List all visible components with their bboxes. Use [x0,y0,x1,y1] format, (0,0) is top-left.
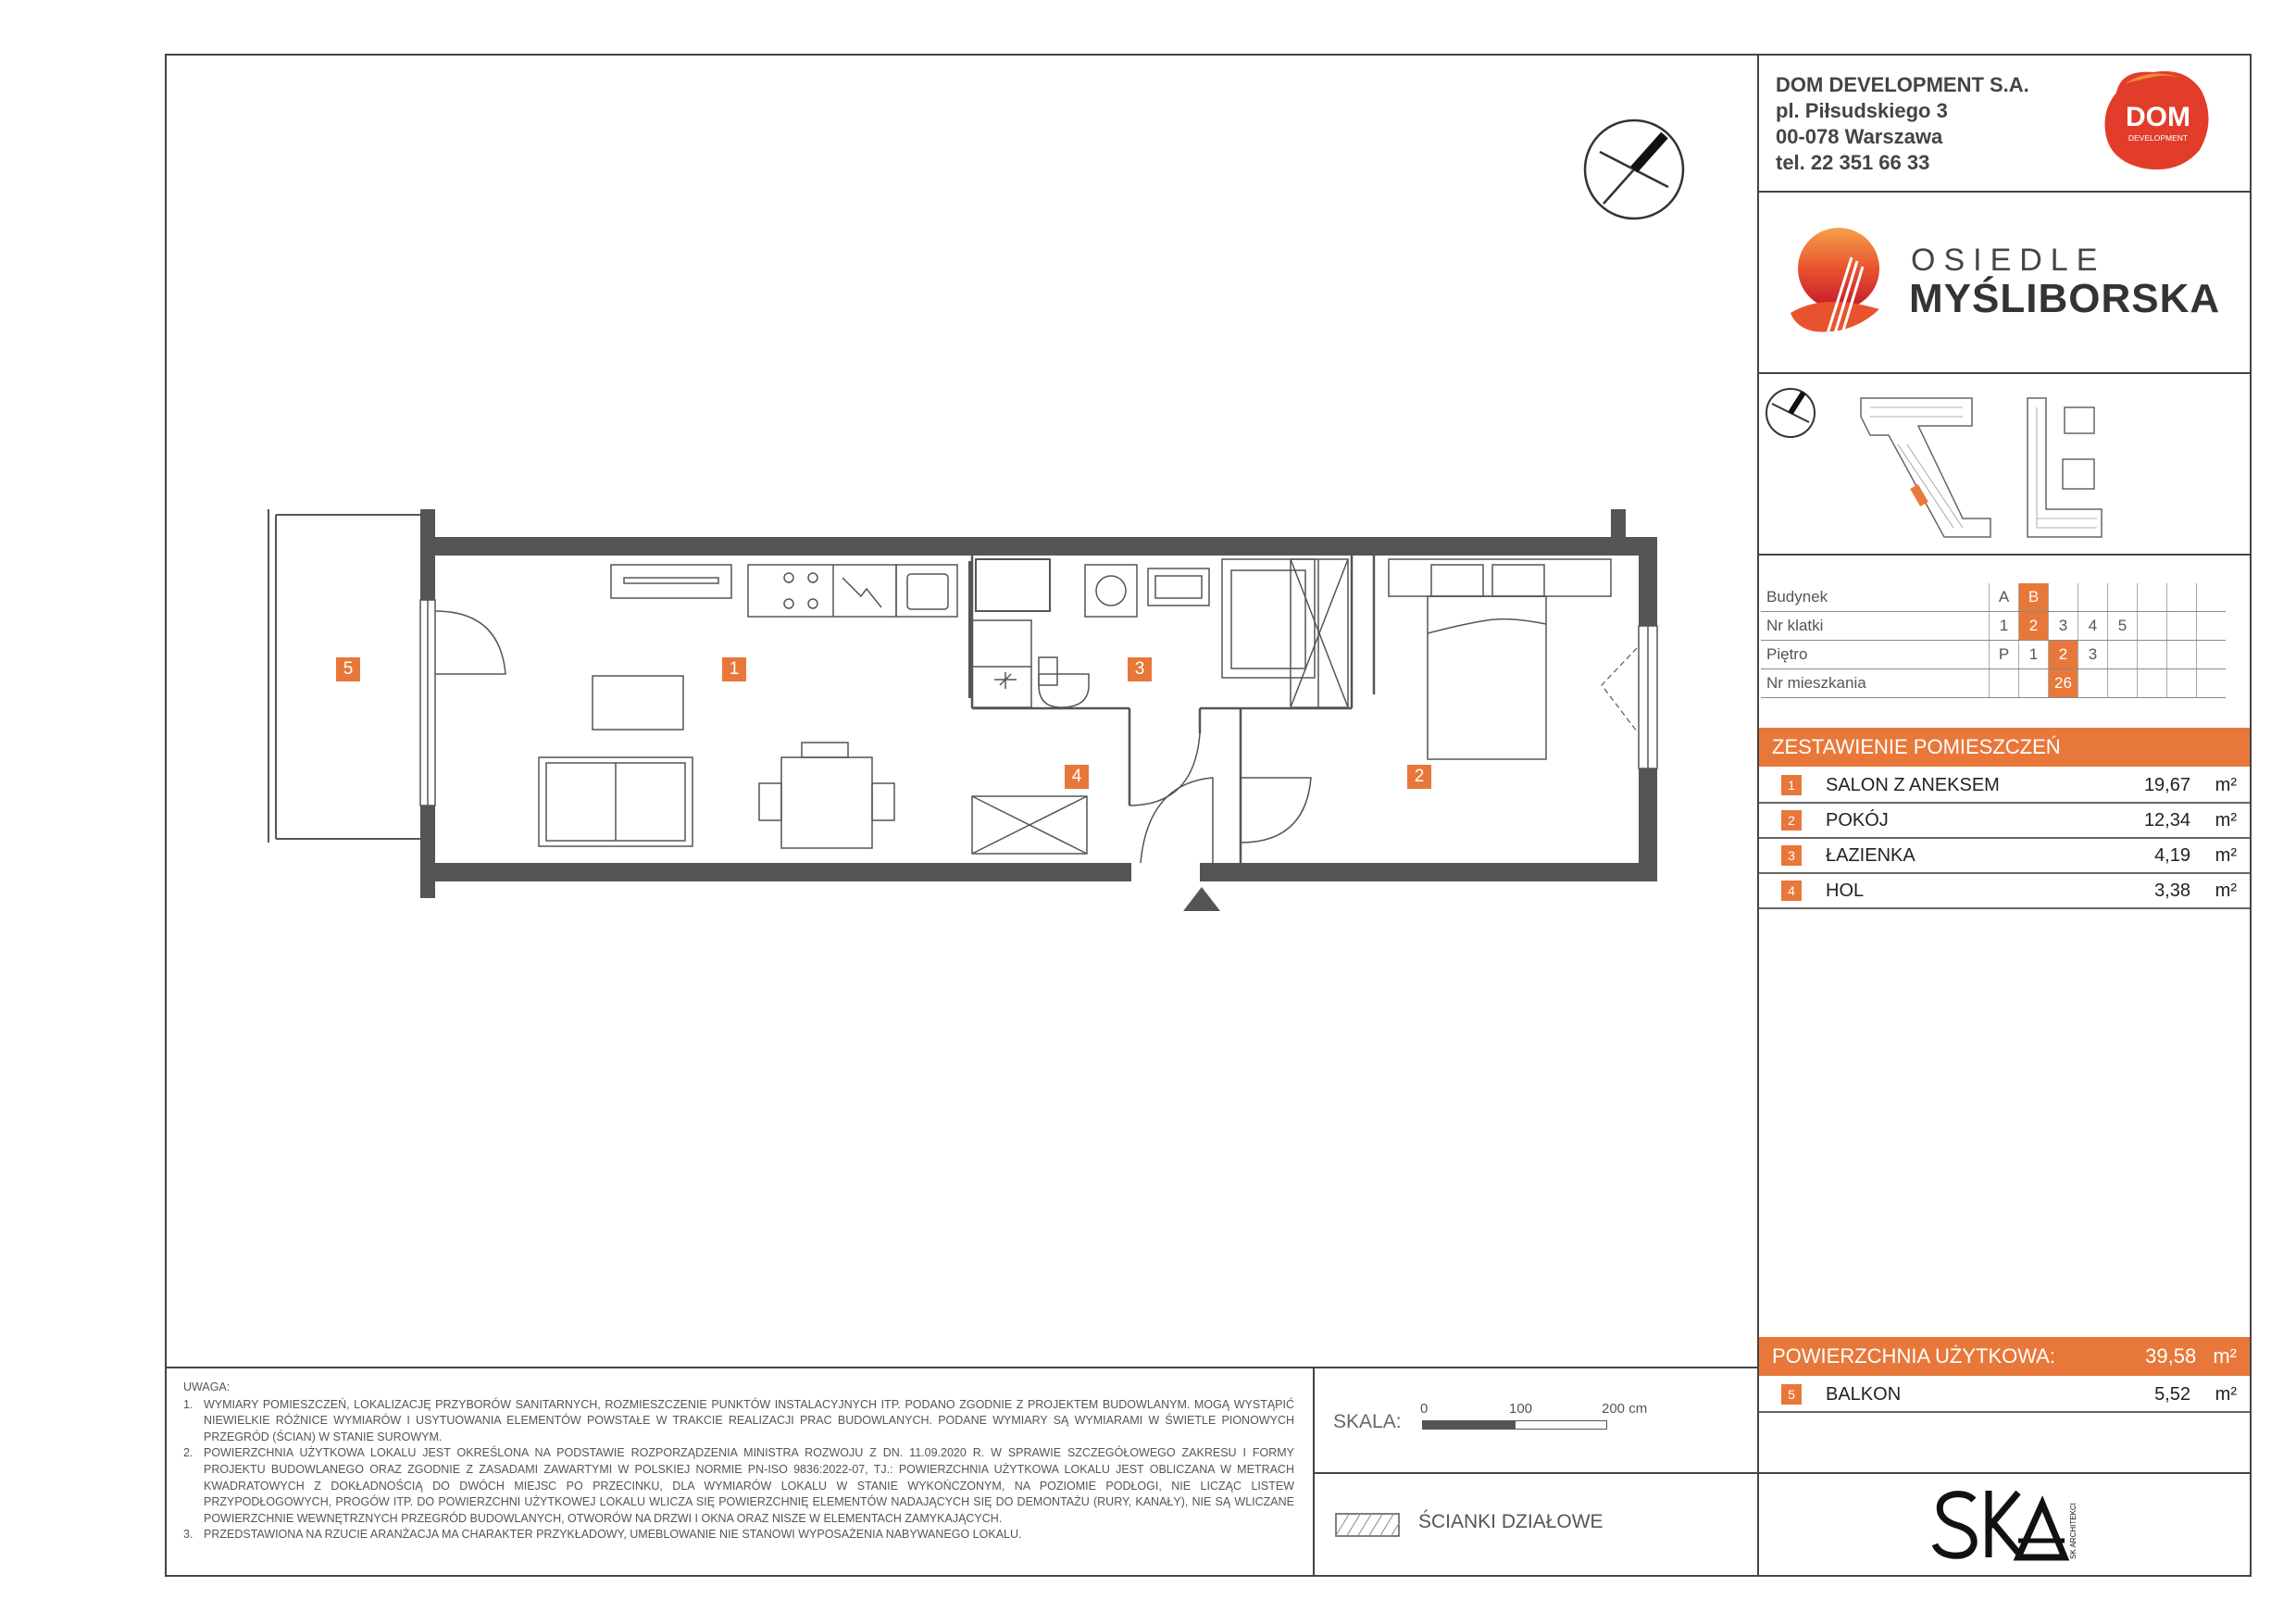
bathroom-door-swing [1129,733,1200,806]
note-text: WYMIARY POMIESZCZEŃ, LOKALIZACJĘ PRZYBORÓW SANITARNYCH, ROZMIESZCZENIE PUNKTÓW INSTALACYJNYCH ITP. PODANO ZGODNIE Z PROJEKTEM BUDOWLANYM. MOGĄ WYSTĄPIĆ NIEWIELKIE RÓŻNICE WYMIARÓW I USYTUOWANIA ELEMENTÓW POWSTAŁE W TRAKCIE REALIZACJI PRAC BUDOWLANYCH. PODANE WYMIARY SĄ WYMIARAMI W ŚWIETLE PIONOWYCH PRZEGRÓD (ŚCIAN) W STANIE SUROWYM. [204,1397,1294,1443]
location-cell [2167,641,2197,669]
walls [420,509,1657,898]
divider-footer [165,1367,1757,1368]
balcony-unit: m² [2215,1383,2237,1405]
interior-walls [972,556,1374,863]
location-cell [2138,669,2167,698]
keyplan-north-icon [1763,385,1818,441]
scale-tick-200: 200 cm [1602,1401,1648,1417]
hall-wardrobe [972,796,1087,854]
notes-block [183,1380,1294,1543]
usable-area-bar [1759,1337,2250,1376]
kitchen-counter [748,565,957,617]
room-unit: m² [2215,774,2237,795]
note-item [183,1445,1294,1527]
location-cell [2197,612,2227,641]
scale-tick-0: 0 [1420,1401,1429,1417]
balcony-number: 5 [1781,1384,1802,1405]
room-name: ŁAZIENKA [1826,844,1915,866]
room-row [1759,768,2250,804]
room-unit: m² [2215,844,2237,866]
divider-project [1757,372,2252,374]
balcony-row-wrap [1759,1378,2250,1413]
location-cell [2078,583,2108,612]
floor-plan [259,500,1676,926]
usable-area-label: POWIERZCHNIA UŻYTKOWA: [1772,1344,2055,1368]
entrance-opening [1131,861,1200,883]
note-text: POWIERZCHNIA UŻYTKOWA LOKALU JEST OKREŚLONA NA PODSTAWIE ROZPORZĄDZENIA MINISTRA ROZWOJU Z DN. 11.09.2020 R. W SPRAWIE SZCZEGÓŁOWEGO ZAKRESU I FORMY PROJEKTU BUDOWLANEGO ORAZ ZGODNIE Z ZASADAMI ZAWARTYMI W POLSKIEJ NORMIE PN-ISO 9836:2022-07, TJ.: POWIERZCHNIA UŻYTKOWA LOKALU JEST OBLICZANA W METRACH KWADRATOWYCH Z DOKŁADNOŚCIĄ DO DWÓCH MIEJSC PO PRZECINKU, DLA WYMIARÓW LOKALU W STANIE WYKOŃCZONYM, NA POZIOMIE PODŁOGI, NIE LICZĄC LISTEW PRZYPODŁOGOWYCH, PROGÓW ITP. DO POWIERZCHNI UŻYTKOWEJ LOKALU WLICZA SIĘ POWIERZCHNIĘ ELEMENTÓW NADAJĄCYCH SIĘ DO DEMONTAŻU (RURY, KANAŁY), NIE SĄ WLICZANE POWIERZCHNIE WEWNĘTRZNYCH PRZEGRÓD BUDOWLANYCH, OTWORÓW NA DRZWI I OKNA ORAZ NISZE W ELEMENTACH ZAMYKAJĄCYCH. [204,1446,1294,1525]
location-cell [2167,583,2197,612]
location-cell [2197,641,2227,669]
location-row-label: Piętro [1761,641,1990,669]
sofa [539,757,693,846]
summary-title: ZESTAWIENIE POMIESZCZEŃ [1772,735,2061,758]
divider-keyplan [1757,554,2252,556]
company-city: 00-078 Warszawa [1776,125,1943,148]
room-unit: m² [2215,880,2237,901]
location-table [1761,583,2226,698]
room-area: 4,19 [2154,844,2190,866]
project-sun-logo [1787,220,1889,341]
note-number: 2. [183,1446,193,1460]
bathroom-fixtures [1039,559,1315,707]
balcony-window [420,600,435,806]
logo-text-main: DOM [2126,102,2190,132]
company-address [1776,72,2029,176]
location-row [1761,583,2226,612]
coffee-table [593,676,683,730]
bedroom-furniture [1389,559,1611,759]
location-cell [2138,641,2167,669]
dom-development-logo [2098,65,2218,176]
keyplan-site-map [1852,389,2129,546]
location-cell [2078,669,2108,698]
location-cell [2138,612,2167,641]
room-name: POKÓJ [1826,809,1889,831]
location-cell: 26 [2049,669,2078,698]
balcony-door-swing [435,611,505,674]
room-row [1759,839,2250,874]
bedroom-window [1639,626,1657,768]
project-name-top: OSIEDLE [1911,243,2106,278]
divider-scale-legend [1313,1472,1757,1474]
divider-company [1757,191,2252,193]
location-row [1761,612,2226,641]
plan-label-room-2: 2 [1407,765,1431,789]
room-number: 4 [1781,881,1802,901]
rooms-list [1759,768,2250,909]
location-cell [2138,583,2167,612]
location-cell [2019,669,2049,698]
plan-label-room-4: 4 [1065,765,1089,789]
location-cell [2167,612,2197,641]
location-cell: B [2019,583,2049,612]
room-row [1759,804,2250,839]
location-cell [2049,583,2078,612]
room-number: 2 [1781,810,1802,831]
location-cell [2108,641,2138,669]
location-cell [1990,669,2019,698]
note-text: PRZEDSTAWIONA NA RZUCIE ARANŻACJA MA CHARAKTER PRZYKŁADOWY, UMEBLOWANIE NIE STANOWI WYPOSAŻENIA NABYWANEGO LOKALU. [204,1528,1022,1542]
plan-label-room-3: 3 [1128,657,1152,681]
installation-shaft [1291,559,1348,707]
note-item [183,1397,1294,1446]
location-cell: 2 [2049,641,2078,669]
kitchen-lower-units [972,620,1031,707]
location-cell: 1 [2019,641,2049,669]
location-cell [2197,669,2227,698]
architect-logo-text: SK ARCHITEKCI [2069,1503,2078,1559]
room-row [1759,874,2250,909]
partition-legend-icon [1335,1513,1400,1537]
location-row-label: Nr klatki [1761,612,1990,641]
scale-bar [1422,1420,1607,1430]
location-row [1761,641,2226,669]
location-cell: 3 [2049,612,2078,641]
location-cell: 5 [2108,612,2138,641]
balcony-row [1759,1378,2250,1413]
tv-shelf [611,565,731,598]
room-area: 12,34 [2143,809,2190,831]
location-row-label: Budynek [1761,583,1990,612]
company-street: pl. Piłsudskiego 3 [1776,99,1948,122]
dining-table [759,743,894,848]
fridge [976,559,1050,611]
room-name: SALON Z ANEKSEM [1826,774,2000,795]
location-row [1761,669,2226,698]
balcony-name: BALKON [1826,1383,1902,1405]
location-cell [2108,669,2138,698]
room-unit: m² [2215,809,2237,831]
location-cell: A [1990,583,2019,612]
room-number: 3 [1781,845,1802,866]
location-cell: 1 [1990,612,2019,641]
plan-label-room-5: 5 [336,657,360,681]
architect-logo [1929,1487,2087,1561]
location-cell: 4 [2078,612,2108,641]
room-number: 1 [1781,775,1802,795]
location-cell: 2 [2019,612,2049,641]
room-name: HOL [1826,880,1865,901]
company-phone: tel. 22 351 66 33 [1776,151,1930,174]
room-area: 19,67 [2143,774,2190,795]
logo-text-sub: DEVELOPMENT [2128,133,2189,143]
company-name: DOM DEVELOPMENT S.A. [1776,73,2029,96]
partition-legend-label: ŚCIANKI DZIAŁOWE [1418,1511,1603,1532]
scale-tick-100: 100 [1509,1401,1533,1417]
location-cell: P [1990,641,2019,669]
plan-label-room-1: 1 [722,657,746,681]
balcony-area: 5,52 [2154,1383,2190,1405]
entrance-marker-icon [1183,887,1220,911]
location-cell: 3 [2078,641,2108,669]
location-cell [2167,669,2197,698]
divider-architect [1757,1472,2252,1474]
project-name-main: MYŚLIBORSKA [1909,276,2221,321]
location-row-label: Nr mieszkania [1761,669,1990,698]
room-area: 3,38 [2154,880,2190,901]
notes-title: UWAGA: [183,1380,231,1393]
location-cell [2108,583,2138,612]
summary-title-bar [1759,728,2250,767]
scale-label: SKALA: [1333,1411,1402,1432]
bedroom-window-swing [1602,648,1637,731]
north-arrow-icon [1579,115,1689,224]
usable-area-unit: m² [2213,1344,2237,1368]
usable-area-value: 39,58 [2145,1344,2197,1368]
bedroom-door-swing [1241,778,1311,843]
note-number: 1. [183,1397,193,1411]
location-cell [2197,583,2227,612]
note-number: 3. [183,1528,193,1542]
note-item [183,1527,1294,1543]
